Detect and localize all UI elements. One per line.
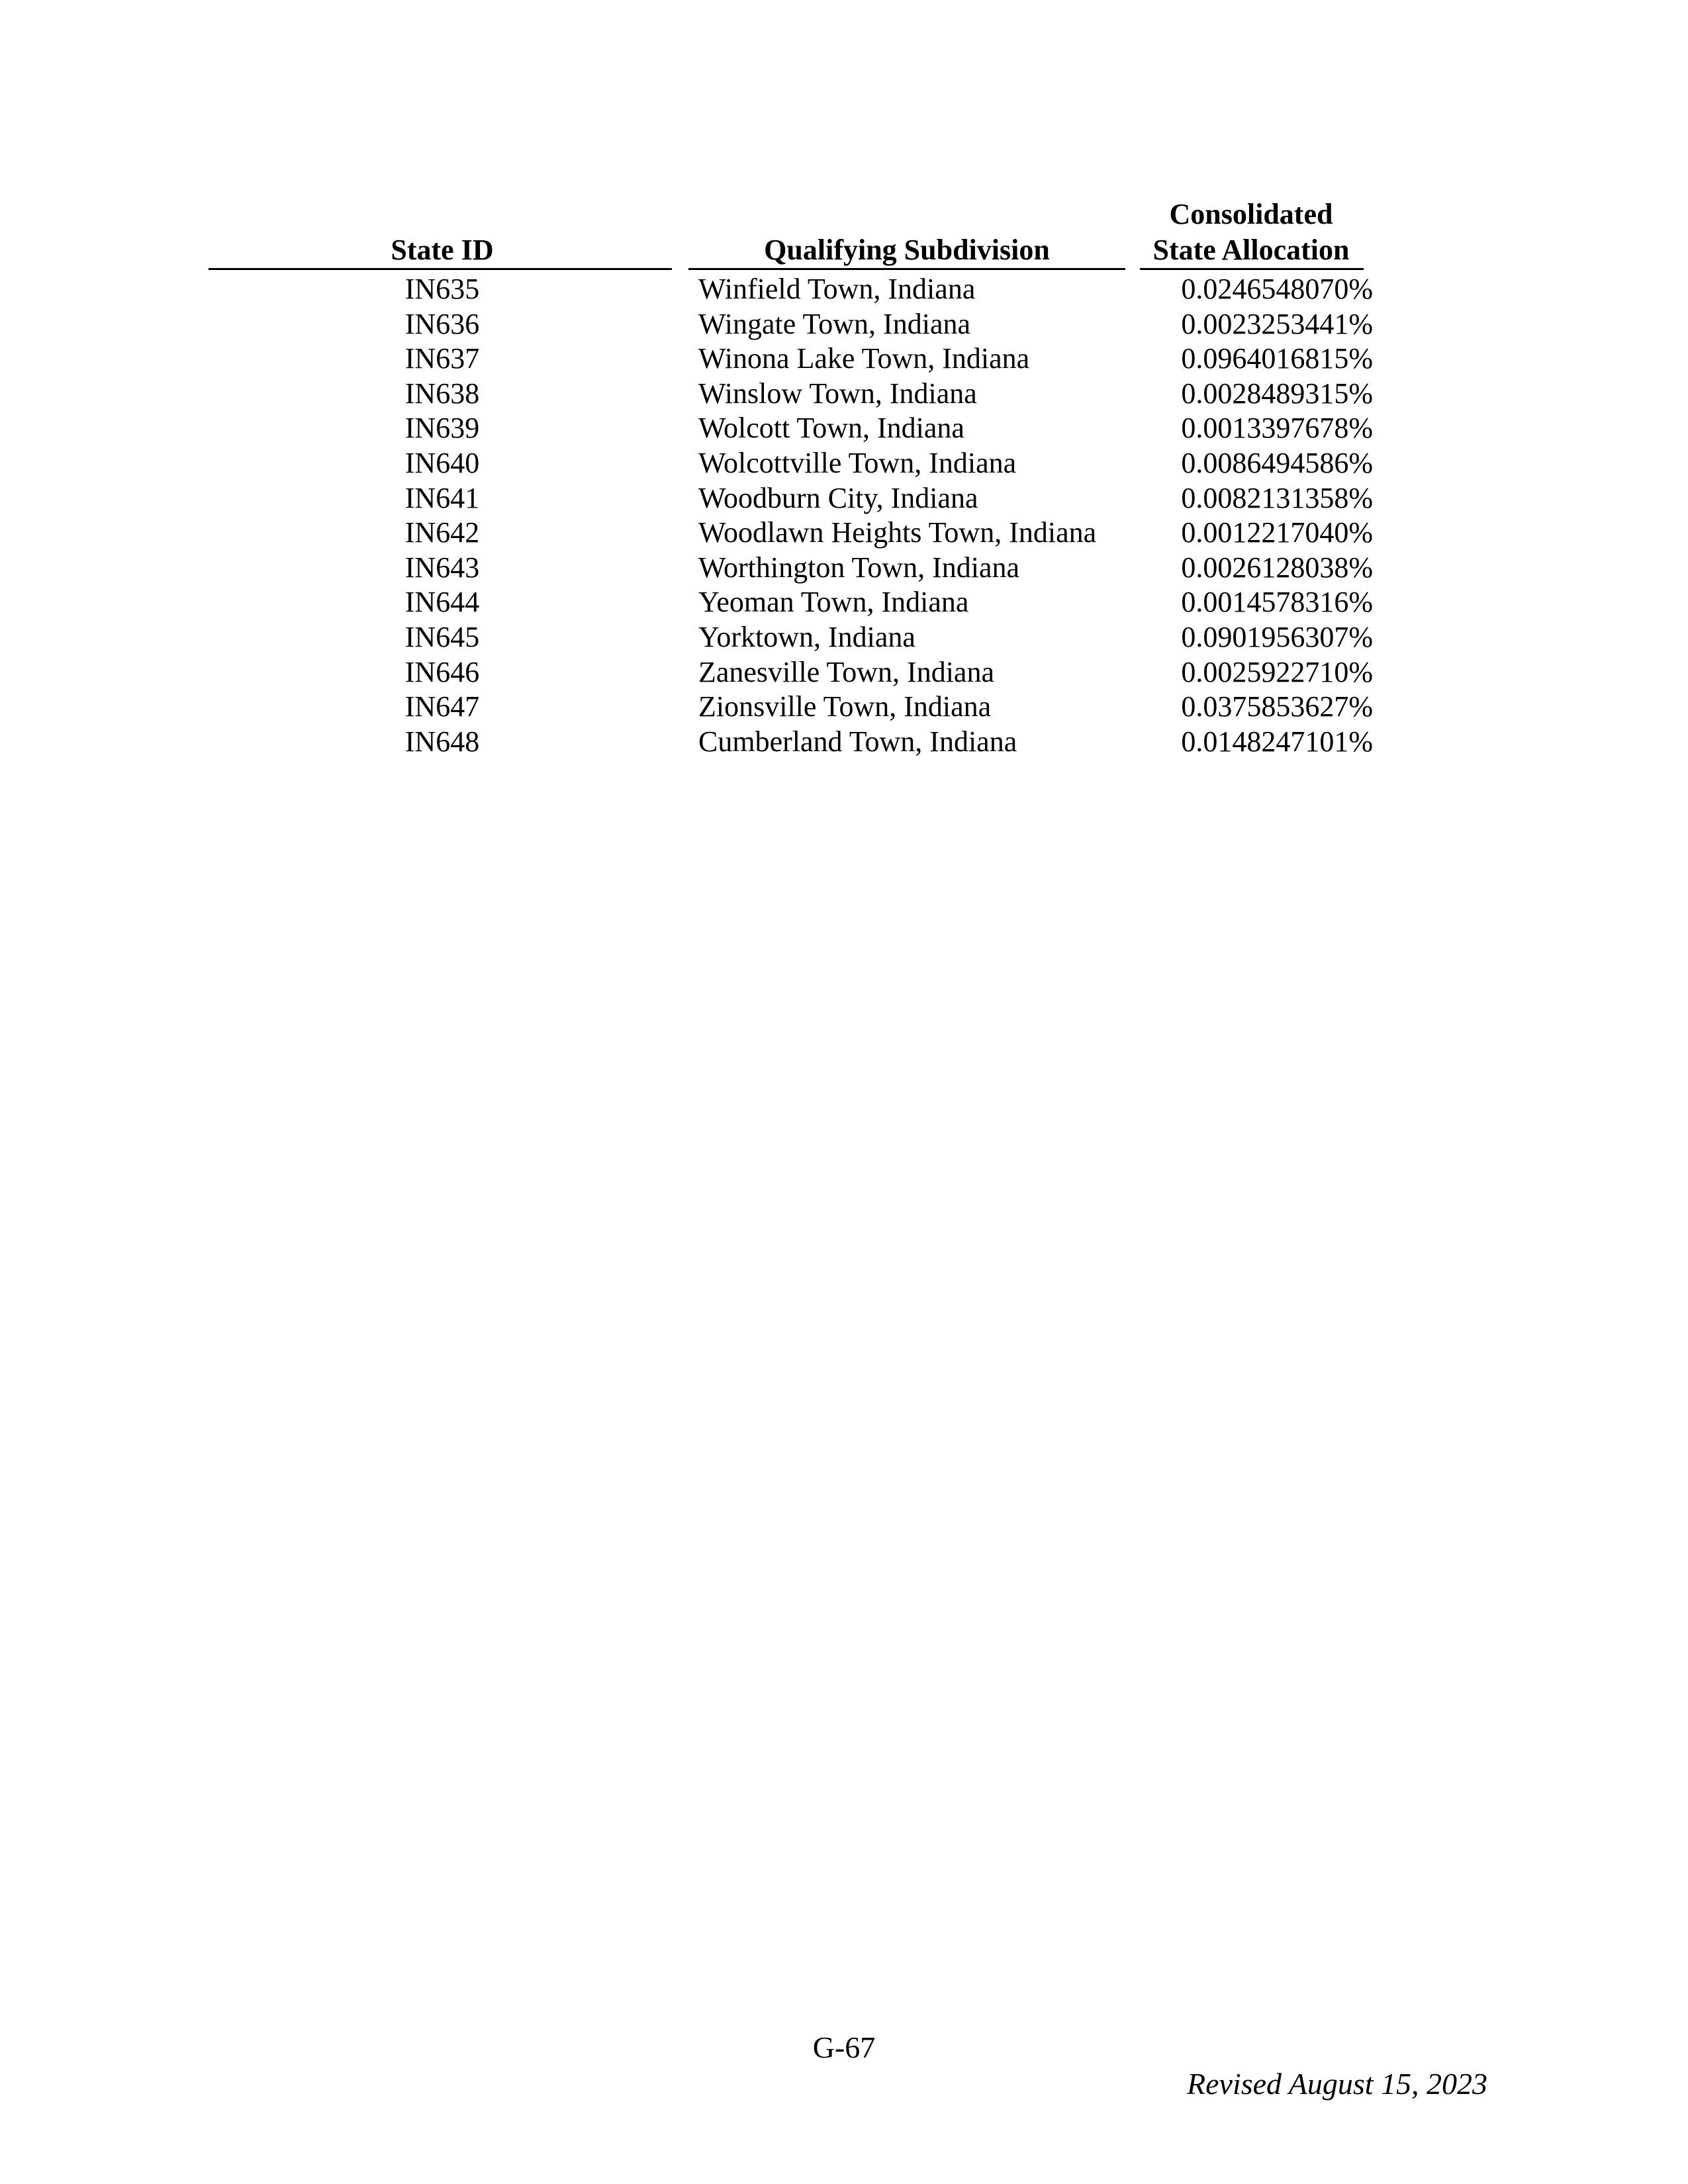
subdivision-cell: Zanesville Town, Indiana	[698, 655, 994, 688]
table-row	[0, 377, 1688, 412]
allocation-cell: 0.0901956307%	[1181, 620, 1373, 653]
state-id-cell: IN635	[404, 273, 480, 305]
allocation-table-body	[0, 272, 1688, 759]
subdivision-cell: Woodlawn Heights Town, Indiana	[698, 516, 1097, 549]
table-row	[0, 411, 1688, 446]
table-row	[0, 690, 1688, 725]
subdivision-cell: Cumberland Town, Indiana	[698, 725, 1017, 758]
header-allocation-line1: Consolidated	[1169, 198, 1333, 230]
allocation-cell: 0.0964016815%	[1181, 342, 1373, 375]
page-number: G-67	[812, 2030, 876, 2064]
subdivision-cell: Zionsville Town, Indiana	[698, 690, 992, 723]
allocation-cell: 0.0025922710%	[1181, 655, 1373, 688]
state-id-cell: IN638	[404, 377, 480, 410]
allocation-cell: 0.0086494586%	[1181, 446, 1373, 479]
table-row	[0, 481, 1688, 516]
allocation-cell: 0.0023253441%	[1181, 307, 1373, 340]
revised-date: Revised August 15, 2023	[1187, 2067, 1487, 2101]
allocation-cell: 0.0028489315%	[1181, 377, 1373, 410]
header-rule-subdivision	[688, 268, 1125, 270]
subdivision-cell: Winona Lake Town, Indiana	[698, 342, 1030, 375]
subdivision-cell: Wolcottville Town, Indiana	[698, 446, 1017, 479]
state-id-cell: IN641	[404, 481, 480, 514]
subdivision-cell: Worthington Town, Indiana	[698, 551, 1020, 584]
state-id-cell: IN639	[404, 412, 480, 445]
state-id-cell: IN643	[404, 551, 480, 584]
state-id-cell: IN636	[404, 307, 480, 340]
state-id-cell: IN647	[404, 690, 480, 723]
table-row	[0, 585, 1688, 620]
allocation-cell: 0.0026128038%	[1181, 551, 1373, 584]
table-row	[0, 655, 1688, 690]
allocation-cell: 0.0246548070%	[1181, 273, 1373, 305]
table-row	[0, 307, 1688, 342]
table-row	[0, 725, 1688, 760]
allocation-cell: 0.0148247101%	[1181, 725, 1373, 758]
allocation-cell: 0.0013397678%	[1181, 412, 1373, 445]
allocation-cell: 0.0014578316%	[1181, 586, 1373, 619]
subdivision-cell: Yorktown, Indiana	[698, 620, 915, 653]
state-id-cell: IN644	[404, 586, 480, 619]
state-id-cell: IN642	[404, 516, 480, 549]
header-qualifying-subdivision: Qualifying Subdivision	[764, 234, 1050, 266]
subdivision-cell: Yeoman Town, Indiana	[698, 586, 969, 619]
table-row	[0, 620, 1688, 655]
state-id-cell: IN646	[404, 655, 480, 688]
header-allocation-line2: State Allocation	[1152, 234, 1350, 266]
table-row	[0, 341, 1688, 377]
subdivision-cell: Woodburn City, Indiana	[698, 481, 978, 514]
header-rule-state-id	[209, 268, 672, 270]
allocation-cell: 0.0012217040%	[1181, 516, 1373, 549]
table-row	[0, 272, 1688, 307]
subdivision-cell: Winfield Town, Indiana	[698, 273, 976, 305]
state-id-cell: IN640	[404, 446, 480, 479]
subdivision-cell: Wingate Town, Indiana	[698, 307, 970, 340]
subdivision-cell: Winslow Town, Indiana	[698, 377, 977, 410]
state-id-cell: IN648	[404, 725, 480, 758]
subdivision-cell: Wolcott Town, Indiana	[698, 412, 964, 445]
table-row	[0, 551, 1688, 586]
allocation-cell: 0.0375853627%	[1181, 690, 1373, 723]
state-id-cell: IN645	[404, 620, 480, 653]
header-state-id: State ID	[391, 234, 494, 266]
table-row	[0, 516, 1688, 551]
allocation-cell: 0.0082131358%	[1181, 481, 1373, 514]
table-row	[0, 446, 1688, 481]
state-id-cell: IN637	[404, 342, 480, 375]
header-rule-allocation	[1140, 268, 1364, 270]
